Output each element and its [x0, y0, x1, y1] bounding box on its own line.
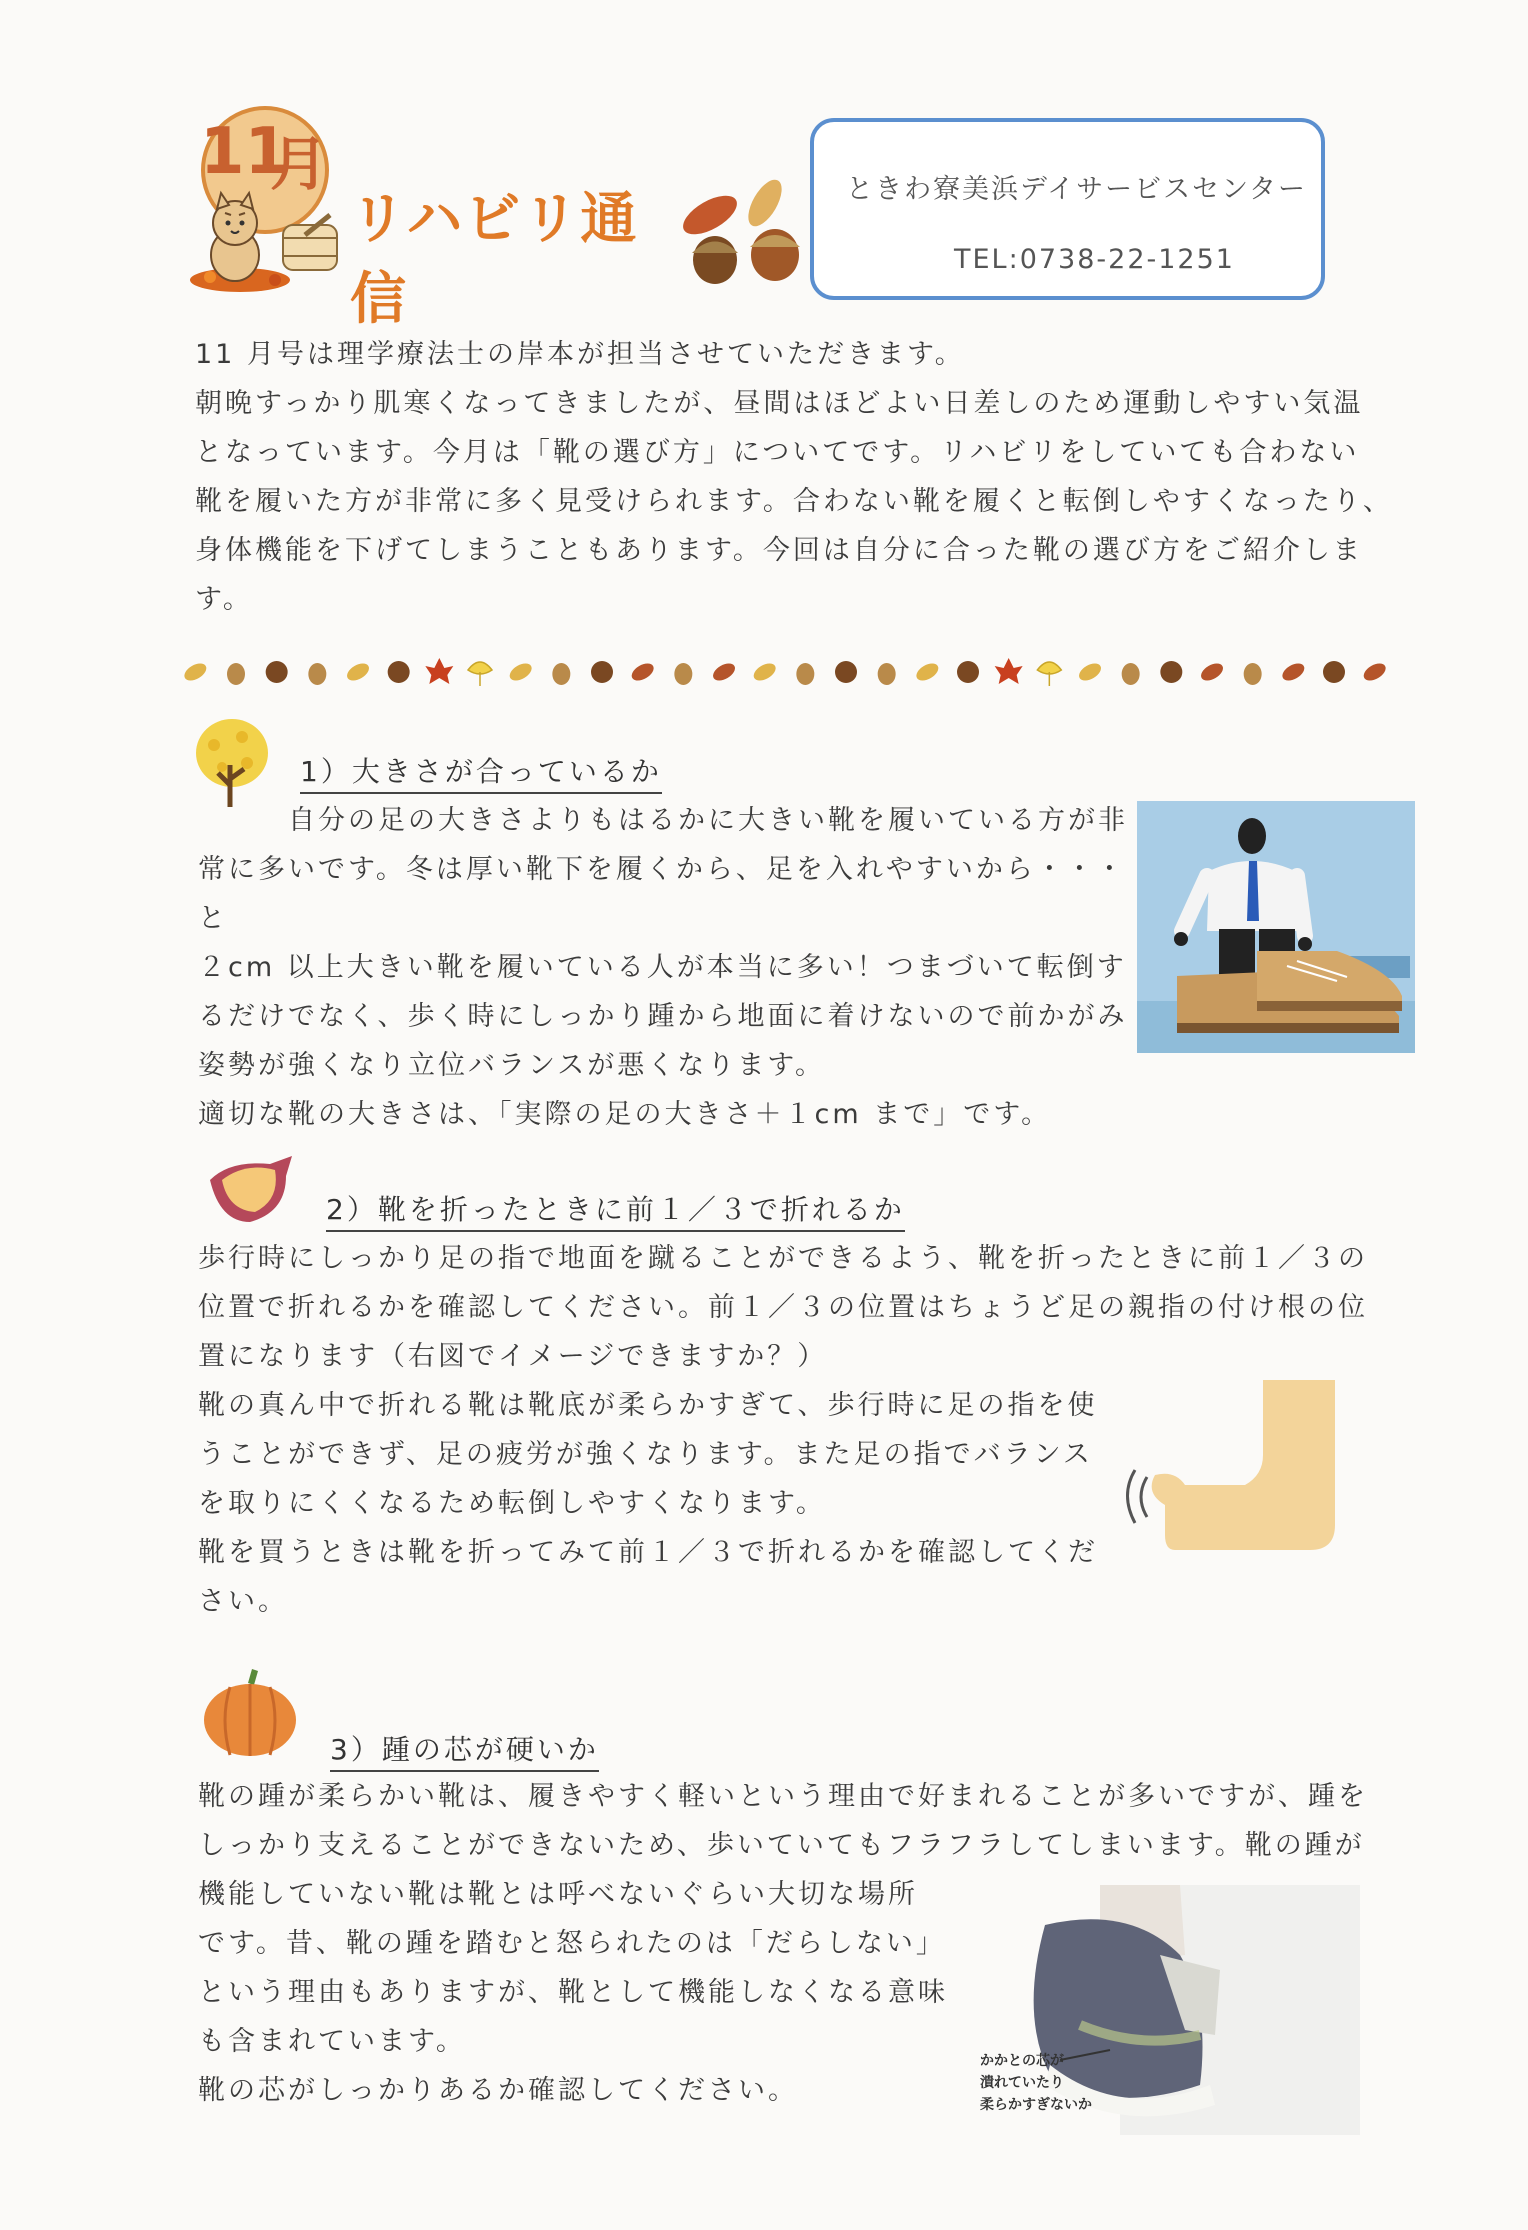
section-2-line: 位置で折れるかを確認してください。前１／３の位置はちょうど足の親指の付け根の位 — [198, 1292, 1368, 1323]
ginkgo-leaf-icon — [1037, 662, 1061, 686]
chestnut-icon — [388, 661, 410, 683]
section-2-heading: 2）靴を折ったときに前１／３で折れるか — [326, 1188, 905, 1232]
leaf-icon — [710, 660, 738, 684]
section-3-line: も含まれています。 — [198, 2026, 466, 2057]
leaf-icon — [751, 660, 779, 684]
section-1-line: 自分の足の大きさよりもはるかに大きい靴を履いている方が非 — [198, 805, 1128, 836]
foot-toe-bend-illustration — [1115, 1375, 1360, 1555]
section-2-line: 置になります（右図でイメージできますか？） — [198, 1341, 828, 1372]
intro-line: 11 月号は理学療法士の岸本が担当させていただきます。 — [195, 339, 965, 370]
leaf-icon — [629, 660, 657, 684]
chestnut-icon — [266, 661, 288, 683]
section-3-line: 機能していない靴は靴とは呼べないぐらい大切な場所 — [198, 1879, 918, 1910]
leaf-icon — [1279, 660, 1307, 684]
section-1-line: 姿勢が強くなり立位バランスが悪くなります。 — [198, 1050, 826, 1081]
leaf-icon — [507, 660, 535, 684]
sweet-potato-icon — [200, 1150, 300, 1228]
pumpkin-icon — [200, 1665, 300, 1760]
chestnut-icon — [957, 661, 979, 683]
section-3-line: 靴の踵が柔らかい靴は、履きやすく軽いという理由で好まれることが多いですが、踵を — [198, 1781, 1368, 1812]
section-3-heading: 3）踵の芯が硬いか — [330, 1728, 599, 1772]
acorn-icon — [227, 663, 245, 685]
acorn-icon — [308, 663, 326, 685]
section-1-heading: 1）大きさが合っているか — [300, 750, 662, 794]
autumn-divider — [175, 652, 1395, 692]
intro-line: 靴を履いた方が非常に多く見受けられます。合わない靴を履くと転倒しやすくなったり、 — [195, 486, 1393, 517]
maple-leaf-icon — [995, 658, 1023, 684]
section-3-line: という理由もありますが、靴として機能しなくなる意味 — [198, 1977, 948, 2008]
photo-caption-line: 潰れていたり — [980, 2075, 1064, 2091]
section-2-line: 靴の真ん中で折れる靴は靴底が柔らかすぎて、歩行時に足の指を使 — [198, 1390, 1098, 1421]
facility-name: ときわ寮美浜デイサービスセンター — [846, 174, 1308, 205]
intro-line: す。 — [195, 584, 253, 615]
acorn-icon — [552, 663, 570, 685]
chestnut-icon — [591, 661, 613, 683]
heel-counter-photo — [960, 1885, 1360, 2135]
chestnut-icon — [1160, 661, 1182, 683]
section-3-line: 靴の芯がしっかりあるか確認してください。 — [198, 2075, 798, 2106]
leaf-icon — [913, 660, 941, 684]
acorn-icon — [878, 663, 896, 685]
newsletter-title: リハビリ通信 — [350, 187, 639, 332]
leaf-icon — [181, 660, 209, 684]
chestnut-icon — [1323, 661, 1345, 683]
section-2-line: 歩行時にしっかり足の指で地面を蹴ることができるよう、靴を折ったときに前１／３の — [198, 1243, 1368, 1274]
section-1-line: 常に多いです。冬は厚い靴下を履くから、足を入れやすいから・・・と — [198, 854, 1126, 934]
month-number: 11 — [200, 115, 290, 189]
section-1-line: ２cm 以上大きい靴を履いている人が本当に多い！つまづいて転倒す — [198, 952, 1127, 983]
month-kanji: 月 — [270, 130, 329, 198]
chestnut-icon — [835, 661, 857, 683]
autumn-leaves-icon — [670, 175, 820, 295]
photo-caption-line: 柔らかすぎないか — [980, 2097, 1092, 2113]
intro-paragraph — [195, 330, 1395, 624]
leaf-icon — [344, 660, 372, 684]
contact-box — [810, 118, 1325, 300]
ginkgo-leaf-icon — [468, 662, 492, 686]
section-3-line: です。昔、靴の踵を踏むと怒られたのは「だらしない」 — [198, 1928, 946, 1959]
acorn-icon — [796, 663, 814, 685]
acorn-icon — [1122, 663, 1140, 685]
acorn-icon — [674, 663, 692, 685]
intro-line: 身体機能を下げてしまうこともあります。今回は自分に合った靴の選び方をご紹介しま — [195, 535, 1363, 566]
section-2-line: さい。 — [198, 1586, 288, 1617]
section-1-line: 適切な靴の大きさは、「実際の足の大きさ＋１cm まで」です。 — [198, 1099, 1052, 1130]
facility-tel: TEL:0738-22-1251 — [954, 244, 1235, 275]
mortar-icon — [275, 210, 345, 280]
intro-line: 朝晩すっかり肌寒くなってきましたが、昼間はほどよい日差しのため運動しやすい気温 — [195, 388, 1364, 419]
section-1-body — [198, 796, 1138, 1139]
section-2-line: 靴を買うときは靴を折ってみて前１／３で折れるかを確認してくだ — [198, 1537, 1098, 1568]
section-2-line: うことができず、足の疲労が強くなります。また足の指でバランス — [198, 1439, 1093, 1470]
section-3-line: しっかり支えることができないため、歩いていてもフラフラしてしまいます。靴の踵が — [198, 1830, 1365, 1861]
big-shoes-illustration — [1137, 801, 1415, 1053]
header-logo — [170, 95, 690, 332]
intro-line: となっています。今月は「靴の選び方」についてです。リハビリをしていても合わない — [195, 437, 1360, 468]
maple-leaf-icon — [425, 658, 453, 684]
acorn-icon — [1244, 663, 1262, 685]
leaf-icon — [1198, 660, 1226, 684]
photo-caption-line: かかとの芯が — [980, 2053, 1064, 2069]
section-2-line: を取りにくくなるため転倒しやすくなります。 — [198, 1488, 826, 1519]
leaf-icon — [1076, 660, 1104, 684]
section-1-line: るだけでなく、歩く時にしっかり踵から地面に着けないので前かがみ — [198, 1001, 1128, 1032]
leaf-icon — [1361, 660, 1389, 684]
